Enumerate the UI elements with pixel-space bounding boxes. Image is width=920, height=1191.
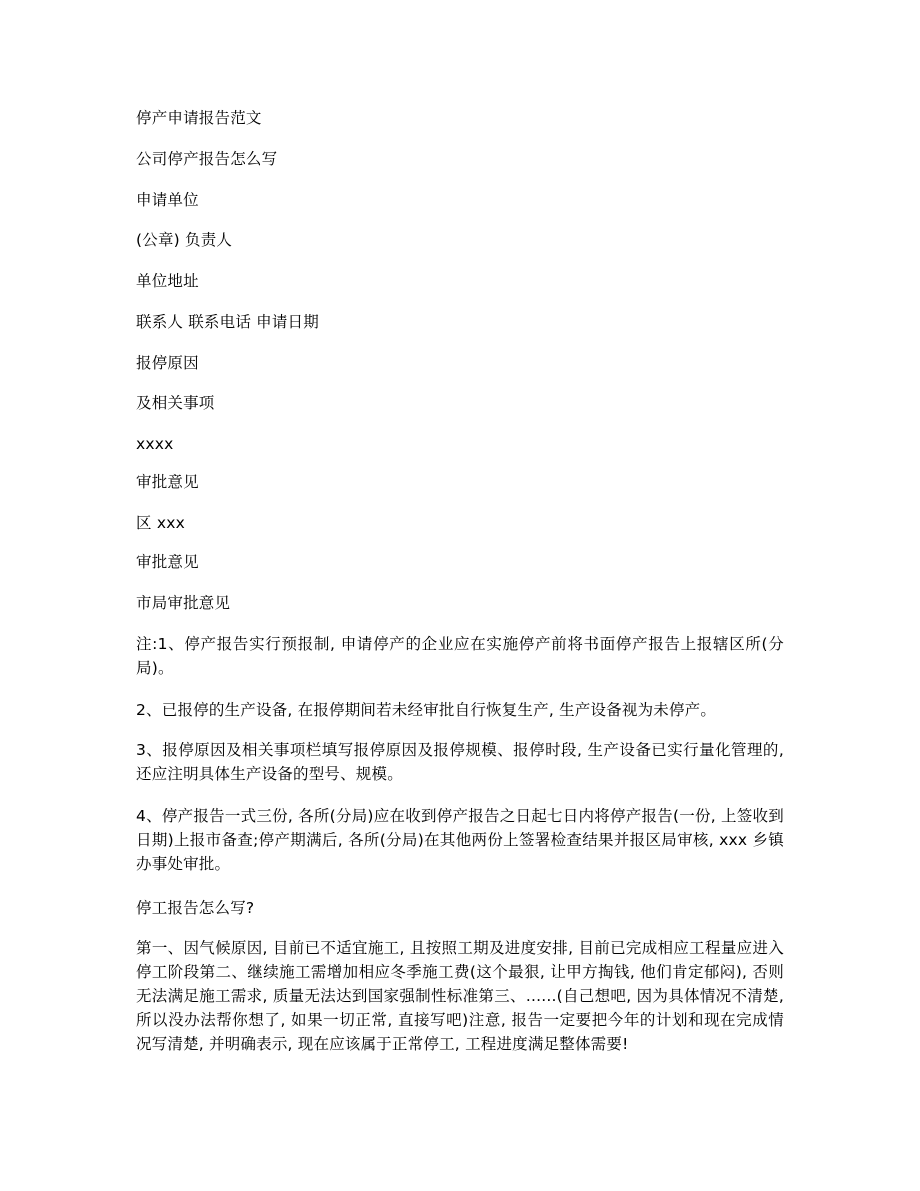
form-line-related-matters: 及相关事项 bbox=[136, 394, 215, 412]
form-line-approval-1: 审批意见 bbox=[136, 473, 199, 491]
note-paragraph-3: 3、报停原因及相关事项栏填写报停原因及报停规模、报停时段, 生产设备已实行量化管理的, 还应注明具体生产设备的型号、规模。 bbox=[136, 741, 784, 783]
form-line-unit-address: 单位地址 bbox=[136, 272, 199, 290]
form-line-district: 区 xxx bbox=[136, 514, 185, 532]
document-title: 停产申请报告范文 bbox=[136, 109, 262, 127]
form-line-applicant-unit: 申请单位 bbox=[136, 191, 199, 209]
question-heading: 停工报告怎么写? bbox=[136, 899, 255, 917]
form-line-city-approval: 市局审批意见 bbox=[136, 594, 231, 612]
note-paragraph-2: 2、已报停的生产设备, 在报停期间若未经审批自行恢复生产, 生产设备视为未停产。 bbox=[136, 701, 717, 719]
note-paragraph-4: 4、停产报告一式三份, 各所(分局)应在收到停产报告之日起七日内将停产报告(一份, 上签收到日期)上报市备查;停产期满后, 各所(分局)在其他两份上签署检查结果并报区局审核, xxx 乡镇办事处审批。 bbox=[136, 807, 784, 873]
form-line-reason: 报停原因 bbox=[136, 354, 199, 372]
form-line-seal-responsible: (公章) 负责人 bbox=[136, 231, 233, 249]
document-subtitle: 公司停产报告怎么写 bbox=[136, 150, 278, 168]
form-line-contact: 联系人 联系电话 申请日期 bbox=[136, 313, 319, 331]
form-line-placeholder: xxxx bbox=[136, 435, 174, 453]
answer-paragraph: 第一、因气候原因, 目前已不适宜施工, 且按照工期及进度安排, 目前已完成相应工程量应进入停工阶段第二、继续施工需增加相应冬季施工费(这个最狠, 让甲方掏钱, 他们肯定郁闷), 否则无法满足施工需求, 质量无法达到国家强制性标准第三、......(自己想吧, 因为具体情况不清楚, 所以没办法帮你想了, 如果一切正常, 直接写吧)注意, 报告一定要把今年的计划和现在完成情况写清楚, 并明确表示, 现在应该属于正常停工, 工程进度满足整体需要! bbox=[136, 939, 784, 1053]
form-line-approval-2: 审批意见 bbox=[136, 553, 199, 571]
note-paragraph-1: 注:1、停产报告实行预报制, 申请停产的企业应在实施停产前将书面停产报告上报辖区所(分局)。 bbox=[136, 635, 784, 677]
